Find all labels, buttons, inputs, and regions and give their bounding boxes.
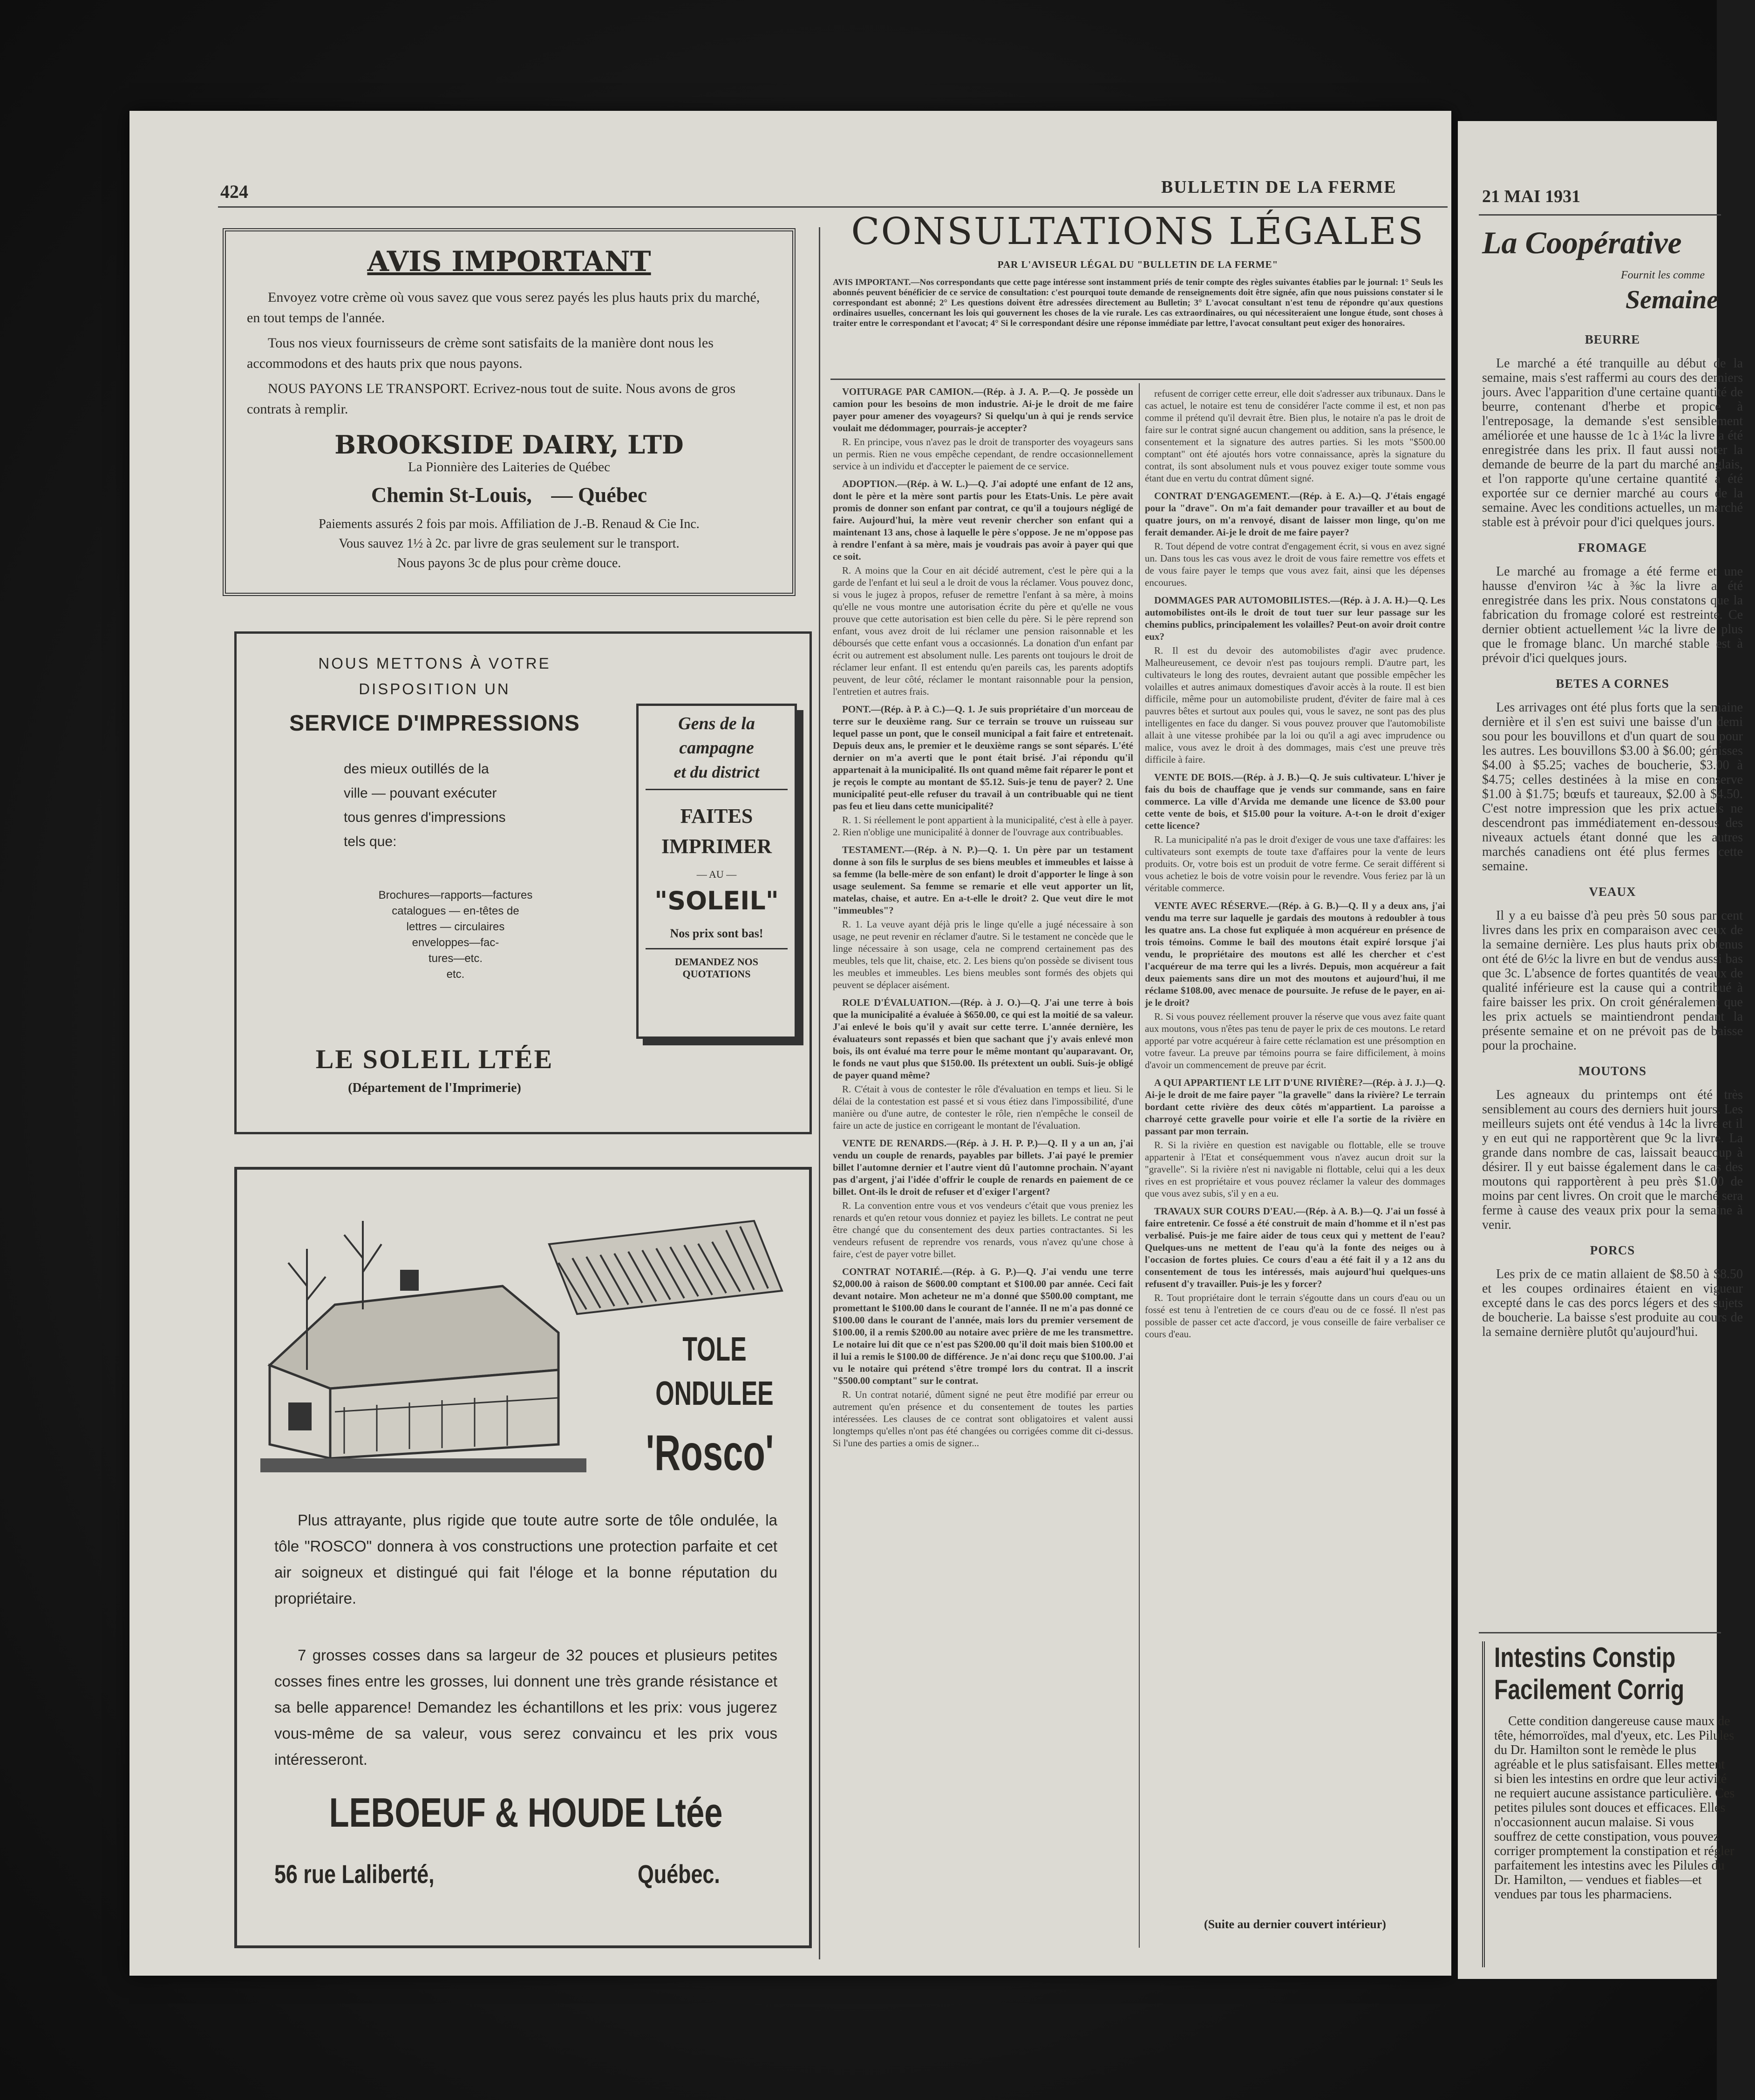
callout-imprimer: IMPRIMER xyxy=(661,835,772,858)
legal-entry xyxy=(1145,594,1445,765)
list-item: Brochures—rapports—factures xyxy=(378,889,533,901)
section-heading: BEURRE xyxy=(1585,332,1640,346)
question-text: VENTE DE BOIS.—(Rép. à J. B.)—Q. Je suis cultivateur. L'hiver je fais du bois de chauffage que je vends sur commande, sans en faire commerce. La ville d'Arvida me demande une licence de $3.00 pour cette vente de bois, et $15.00 pour la voiture. A-t-on le droit d'exiger cette licence? xyxy=(1145,772,1445,831)
section-heading: BETES A CORNES xyxy=(1556,677,1669,691)
section-heading: FROMAGE xyxy=(1578,541,1647,555)
list-item: enveloppes—fac- xyxy=(412,936,499,949)
answer-text: R. Un contrat notarié, dûment signé ne peut être modifié par erreur ou autrement qu'en présence et du consentement de toutes les parties intéressées. Les clauses de ce contrat sont obligatoires et valent aussi longtemps qu'elles n'ont pas été changées ou corrigées comme dit ci-dessus. Si l'une des parties a omis de signer... xyxy=(833,1389,1133,1449)
ad-headline: Facilement Corrig xyxy=(1494,1674,1685,1705)
rosco-paragraph: 7 grosses cosses dans sa largeur de 32 pouces et plusieurs petites cosses fines entre les grosses, lui donnent une très grande résistance et sa belle apparence! Demandez les échantillons et les prix: vous jugerez vous-même de sa valeur, vous serez convaincu et les prix vous intéresseront. xyxy=(274,1646,777,1768)
list-item: catalogues — en-têtes de xyxy=(392,905,519,917)
legal-entry xyxy=(833,844,1133,991)
section-text: Les arrivages ont été plus forts que la semaine dernière et il s'en est suivi une baisse d'un demi sou pour les bouvillons et d'un quart de sou pour les autres. Les bouvillons $3.00 à $6.00; génisses $4.00 à $5.25; vaches de boucherie, $3.00 à $4.75; celles destinées à la mise en conserve $1.00 à $1.75; bœufs et taureaux, $2.00 à $4.50. C'est notre impression que les prix actuels ne descendront pas immédiatement en-dessous des niveaux actuels étant donné que les autres marchés canadiens ont été plus fermes cette semaine. xyxy=(1482,700,1743,874)
header-rule xyxy=(218,206,1448,208)
ad-headline: Intestins Constip xyxy=(1494,1642,1676,1673)
callout-faites: FAITES xyxy=(680,805,753,827)
consultations-title: CONSULTATIONS LÉGALES xyxy=(851,210,1425,253)
question-text: ADOPTION.—(Rép. à W. L.)—Q. J'ai adopté une enfant de 12 ans, dont le père et la mère sont partis pour les Etats-Unis. Le père avait promis de donner son enfant par contrat, ce qu'il a toujours négligé de faire. Aujourd'hui, la mère veut revenir chercher son enfant qui a maintenant 13 ans, chose à laquelle le père s'oppose. Je ne m'oppose pas à rendre l'enfant à sa mère, mais je voudrais pas avoir à payer qui que ce soit. xyxy=(833,478,1133,562)
ad-paragraph: Envoyez votre crème où vous savez que vous serez payés les plus hauts prix du marché, en tout temps de l'année. xyxy=(247,290,760,325)
ad-line: DISPOSITION UN xyxy=(359,680,510,698)
ad-footer-line: Nous payons 3c de plus pour crème douce. xyxy=(397,556,621,570)
company-address: 56 rue Laliberté, xyxy=(274,1859,435,1889)
city: — Québec xyxy=(551,483,647,507)
rosco-paragraph: Plus attrayante, plus rigide que toute autre sorte de tôle ondulée, la tôle "ROSCO" donnera à vos constructions une protection parfaite et cet air soigneux et distingué qui fait l'éloge et la bonne réputation du propriétaire. xyxy=(274,1511,777,1607)
answer-text: R. Tout propriétaire dont le terrain s'égoutte dans un cours d'eau ou un fossé est tenu à l'entretien de ce cours d'eau ou de ce fossé. Il n'est pas possible de passer cet acte d'accord, je vous conseille de faire verbaliser ce cours d'eau. xyxy=(1145,1292,1445,1340)
ad-title: AVIS IMPORTANT xyxy=(367,245,651,278)
answer-text: refusent de corriger cette erreur, elle doit s'adresser aux tribunaux. Dans le cas actuel, le notaire est tenu de considérer l'acte comme il est, et non pas comme il prétend qu'il devrait être. Bien plus, le notaire n'a pas le droit de faire sur le contrat signé aucun changement ou addition, sans la présence, le consentement et la signature des autres parties. Si les mots "$500.00 comptant" ont été ajoutés hors votre connaissance, après la signature du contrat, ils sont absolument nuls et vous pouvez exiger toute somme vous étant due en vertu du contrat dûment signé. xyxy=(1145,388,1445,484)
section-heading: PORCS xyxy=(1590,1243,1635,1257)
rosco-brand: 'Rosco' xyxy=(646,1424,774,1481)
legal-entry xyxy=(833,703,1133,838)
right-title: La Coopérative xyxy=(1482,225,1682,260)
legal-entry xyxy=(1145,387,1445,484)
legal-entry xyxy=(833,478,1133,698)
answer-text: R. La convention entre vous et vos vendeurs c'était que vous preniez les renards et qu'en retour vous donniez et payiez les billets. Le contrat ne peut être changé que du consentement des deux parties contractantes. Si les vendeurs refusent de reprendre vos renards, vous n'avez qu'une chose à faire, c'est de payer votre billet. xyxy=(833,1200,1133,1260)
company-name: BROOKSIDE DAIRY, LTD xyxy=(334,430,684,460)
soleil-callout-box xyxy=(636,704,797,1039)
barn-icon xyxy=(260,1270,586,1472)
ad-title: SERVICE D'IMPRESSIONS xyxy=(289,711,580,736)
continued-note: (Suite au dernier couvert intérieur) xyxy=(1204,1917,1386,1931)
callout-soleil: "SOLEIL" xyxy=(654,886,779,915)
answer-text: R. La municipalité n'a pas le droit d'exiger de vous une taxe d'affaires: les cultivateurs sont exempts de toute taxe d'affaires pour la vente de leurs produits. Or, votre bois est un produit de votre ferme. Ce serait différent si vous achetiez le bois de votre voisin pour le revendre. Vous feriez par là un véritable commerce. xyxy=(1145,834,1445,894)
answer-text: R. Tout dépend de votre contrat d'engagement écrit, si vous en avez signé un. Dans tous les cas vous avez le droit de vous faire remettre vos effets et de vous faire payer le temps que vous avez fait, ainsi que les dépenses encourues. xyxy=(1145,541,1445,588)
consultations-column-1 xyxy=(833,386,1133,1927)
legal-entry xyxy=(833,996,1133,1131)
ad-text: Cette condition dangereuse cause maux de tête, hémorroïdes, mal d'yeux, etc. Les Pilules du Dr. Hamilton sont le remède le plus agréable et le plus satisfaisant. Elles mettent si bien les intestins en ordre que leur activité ne requiert aucune assistance particulière. Ces petites pilules sont douces et efficaces. Elles n'occasionnent aucun malaise. Si vous souffrez de cette constipation, vous pouvez corriger promptement la constipation et régler parfaitement les intestins avec les Pilules du Dr. Hamilton, — vendues et fiables—et vendues par tous les pharmaciens. xyxy=(1494,1714,1735,1902)
answer-text: R. Si vous pouvez réellement prouver la réserve que vous avez faite quant aux moutons, vous n'êtes pas tenu de payer le prix de ces moutons. Le retard apporté par votre acquéreur à faire cette réclamation est une présomption en votre faveur. La preuve par témoins pourra se faire difficilement, à moins d'avoir un commencement de preuve par écrit. xyxy=(1145,1011,1445,1070)
answer-text: R. Si la rivière en question est navigable ou flottable, elle se trouve appartenir à l'Etat et conséquemment vous n'avez aucun droit sur la "gravelle". Si la rivière n'est ni navigable ni flottable, celui qui a les deux rives en est propriétaire et vous pouvez réclamer la valeur des dommages que vous avez subis, s'il y en a eu. xyxy=(1145,1139,1445,1199)
corrugated-sheet-icon xyxy=(549,1221,782,1314)
question-text: VOITURAGE PAR CAMION.—(Rép. à J. A. P.—Q. Je possède un camion pour les besoins de mon industrie. Ai-je le droit de me faire payer pour amener des voyageurs? Si quelqu'un à qui je rends service voulait me dédommager, pourrais-je accepter? xyxy=(833,386,1133,434)
list-item: etc. xyxy=(446,968,465,981)
page-date: 21 MAI 1931 xyxy=(1482,187,1581,206)
callout-line: et du district xyxy=(646,760,788,790)
list-item: tures—etc. xyxy=(428,952,483,965)
header-rule xyxy=(1479,214,1721,216)
question-text: TRAVAUX SUR COURS D'EAU.—(Rép. à A. B.)—Q. J'ai un fossé à faire entretenir. Ce fossé a été construit de main d'homme et il n'est pas verbalisé. Puis-je me faire aider de tous ceux qui y mettent de l'eau? Quelques-uns ne mettent de l'eau qu'à la fonte des neiges ou à l'occasion de fortes pluies. Ce cours d'eau a été fait il y a 12 ans du consentement de tous les intéressés, mais aujourd'hui quelques-uns refusent d'y travailler. Puis-je les y forcer? xyxy=(1145,1206,1445,1289)
question-text: VENTE DE RENARDS.—(Rép. à J. H. P. P.)—Q. Il y a un an, j'ai vendu un couple de renards, payables par billets. J'ai payé le premier billet l'automne dernier et l'autre vient dû l'automne prochain. N'ayant pas d'argent, j'ai l'idée d'offrir le couple de renards en paiement de ce billet. Ont-ils le droit de refuser et d'exiger l'argent? xyxy=(833,1138,1133,1197)
ad-footer-line: Vous sauvez 1½ à 2c. par livre de gras seulement sur le transport. xyxy=(339,536,680,551)
company-name: LEBOEUF & HOUDE Ltée xyxy=(329,1789,723,1836)
question-text: ROLE D'ÉVALUATION.—(Rép. à J. O.)—Q. J'ai une terre à bois que la municipalité a évaluée à $650.00, ce qui est la moitié de sa valeur. J'ai enlevé le bois qu'il y avait sur cette terre. L'année dernière, les évaluateurs sont repassés et bien que sachant que j'y avais enlevé mon bois, ils ont évalué ma terre pour le même montant qu'auparavant. Or, le fonds ne vaut plus que $150.00. Ils prétextent un oubli. Suis-je obligé de payer quand même? xyxy=(833,997,1133,1081)
question-text: PONT.—(Rép. à P. à C.)—Q. 1. Je suis propriétaire d'un morceau de terre sur le deuxième rang. Sur ce terrain se trouve un ruisseau sur lequel passe un pont, que le conseil municipal a fait faire et entretenait. Depuis deux ans, le premier et le deuxième rangs se sont séparés. L'été dernier on m'a averti que le pont était brisé. J'ai répondu qu'il appartenait à la municipalité. Ils ont quand même fait réparer le pont et je reçois le compte au montant de $5.12. Suis-je tenu de payer? 2. Une municipalité peut-elle refuser du travail à un contribuable qui ne tient pas feu et lieu dans cette municipalité? xyxy=(833,704,1133,812)
callout-prix: Nos prix sont bas! xyxy=(646,927,788,949)
section-heading: MOUTONS xyxy=(1578,1064,1647,1078)
hamilton-pills-ad xyxy=(1482,1641,1755,1967)
legal-entry xyxy=(833,1266,1133,1449)
answer-text: R. Il est du devoir des automobilistes d'agir avec prudence. Malheureusement, ce devoir n'est pas toujours rempli. D'autre part, les cultivateurs le long des routes, devraient autant que possible empêcher les volailles et autres animaux domestiques d'avoir accès à la route. Il est bien difficile, même pour un automobiliste prudent, d'éviter de faire mal à ces pauvres bêtes et surtout aux poules qui, vous le savez, ne sont pas des plus intelligentes en face du danger. Si vous pouvez prouver que l'automobiliste allait à une vitesse prohibée par la loi ou qu'il a agi avec imprudence ou malice, vous avez le droit à des dommages, mais c'est une preuve très difficile à faire. xyxy=(1145,645,1445,765)
newspaper-page-left xyxy=(129,111,1451,1976)
question-text: DOMMAGES PAR AUTOMOBILISTES.—(Rép. à J. A. H.)—Q. Les automobilistes ont-ils le droit de tout tuer sur leur passage sur les chemins publics, principalement les volailles? Peut-on avoir droit contre eux? xyxy=(1145,595,1445,642)
section-text: Il y a eu baisse d'à peu près 50 sous par cent livres dans les prix en comparaison avec ceux de la semaine dernière. Les plus hauts prix obtenus ont été de 6½c la livre en but de vendus aussi bas que 3c. L'absence de fortes quantités de veaux de qualité inférieure est la cause qui a contribué à faire baisser les prix. On croit généralement que les prix actuels se maintiendront pendant la présente semaine et on ne prévoit pas de baisse pour la prochaine. xyxy=(1482,908,1743,1053)
callout-demandez: DEMANDEZ NOS QUOTATIONS xyxy=(674,956,759,980)
answer-text: R. A moins que la Cour en ait décidé autrement, c'est le père qui a la garde de l'enfant et lui seul a le droit de vous la réclamer. Vous pouvez donc, si vous le jugez à propos, refuser de remettre l'enfant à sa mère, à moins qu'elle ne vous montre une autorisation écrite du père et qu'elle ne vous prouve que cette autorisation est bien celle du père. Si le père reprend son enfant, vous avez droit de lui réclamer une pension raisonnable et les déboursés que cette enfant vous a occasionnés. La donation d'un enfant par écrit ou autrement est absolument nulle. Les parents ont toujours le droit de réclamer leur enfant. Il est entendu qu'en pareils cas, les parents adoptifs peuvent, de leur côté, réclamer le montant raisonnable pour la pension, l'entretien et autres frais. xyxy=(833,565,1133,697)
company-address xyxy=(247,482,771,507)
paper-name-header: BULLETIN DE LA FERME xyxy=(1161,177,1397,197)
right-section: Semaine xyxy=(1626,285,1719,314)
le-soleil-ad xyxy=(234,631,812,1134)
consultations-column-2 xyxy=(1145,386,1445,1913)
answer-text: R. 1. Si réellement le pont appartient à la municipalité, c'est à elle à payer. 2. Rien n'oblige une municipalité à donner de l'ouvrage aux contribuables. xyxy=(833,814,1133,838)
desc-line: ville — pouvant exécuter xyxy=(344,786,497,801)
section-text: Les agneaux du printemps ont été très sensiblement au cours des derniers huit jours. Les meilleurs sujets ont été vendus à 14c la livre et il y en eut qui ne rapportèrent que 9c la livre. La grande dans nombre de cas, laissait beaucoup à désirer. Il y eut baisse également dans le cas des moutons qui rapportèrent à peu près $1.00 de moins par cent livres. On croit que le marché sera ferme à cause des veaux prix pour la semaine à venir. xyxy=(1482,1088,1743,1232)
list-item: lettres — circulaires xyxy=(406,921,505,933)
intro-rule xyxy=(830,379,1445,380)
column-rule xyxy=(819,227,820,1959)
callout-line: Gens de la xyxy=(678,714,755,733)
question-text: CONTRAT D'ENGAGEMENT.—(Rép. à E. A.)—Q. J'étais engagé pour la "drave". On m'a fait demander pour travailler et au bout de quatre jours, on m'a renvoyé, disant de laisser mon linge, qu'on me ferait demander. Ai-je le droit de me faire payer? xyxy=(1145,490,1445,538)
question-text: TESTAMENT.—(Rép. à N. P.)—Q. 1. Un père par un testament donne à son fils le surplus de ses biens meubles et immeubles et laisse à sa femme (la belle-mère de son enfant) le droit d'apporter le linge à son usage seulement. Sa femme se remarie et elle veut apporter un lit, matelas, chaise, et autre. En a-t-elle le droit? 2. Que veut dire le mot "immeubles"? xyxy=(833,844,1133,916)
company-city: Québec. xyxy=(638,1859,720,1889)
ad-paragraph: Tous nos vieux fournisseurs de crème sont satisfaits de la manière dont nous les accommodons et des hauts prix que nous payons. xyxy=(247,335,714,371)
street: Chemin St-Louis, xyxy=(371,483,532,507)
legal-entry xyxy=(833,1137,1133,1260)
consultations-intro: AVIS IMPORTANT.—Nos correspondants que cette page intéresse sont instamment priés de tenir compte des règles suivantes établies par le journal: 1° Seuls les abonnés peuvent bénéficier de ce service de consultation: c'est pourquoi toute demande de renseignements doit être signée, afin que nous puissions constater si le correspondant est abonné; 2° Les questions doivent être adressées directement au Bulletin; 3° L'avocat consultant n'est tenu de répondre qu'aux questions ordinaires usuelles, concernant les lois qui gouvernent les choses de la vie rurale. Les cas extraordinaires, ou qui nécessiteraient une longue étude, sont choses à traiter entre le correspondant et l'avocat; 4° Si le correspondant désire une réponse immédiate par lettre, l'avocat consultant peut exiger des honoraires. xyxy=(833,278,1443,328)
section-heading: VEAUX xyxy=(1589,885,1636,899)
desc-line: tels que: xyxy=(344,834,397,849)
brookside-dairy-ad xyxy=(223,228,796,596)
ad-line: NOUS METTONS À VOTRE xyxy=(318,655,551,672)
company-tagline: La Pionnière des Laiteries de Québec xyxy=(408,460,610,474)
answer-text: R. En principe, vous n'avez pas le droit de transporter des voyageurs sans un permis. Rien ne vous empêche cependant, de rendre occasionnellement service à un individu et d'accepter le paiement de ce service. xyxy=(833,436,1133,472)
ad-footer-line: Paiements assurés 2 fois par mois. Affiliation de J.-B. Renaud & Cie Inc. xyxy=(319,517,700,531)
section-text: Le marché a été tranquille au début de la semaine, mais s'est raffermi au cours des derniers jours. Avec l'apparition d'une certaine quantité de beurre, contenant d'herbe et propice à l'entreposage, la demande s'est sensiblement améliorée et une hausse de 1c à 1¼c la livre a été enregistrée dans les prix. Il faut aussi noter la demande de beurre de la part du marché anglais, et l'on rapporte qu'une certaine quantité a été exportée sur ce dernier marché au cours de la semaine. Avec les conditions actuelles, un marché stable est à prévoir pour d'ici quelques jours. xyxy=(1482,356,1743,529)
legal-entry xyxy=(1145,1077,1445,1199)
rosco-tole: TOLE xyxy=(682,1331,747,1368)
callout-au: — AU — xyxy=(696,868,737,880)
ad-description xyxy=(344,757,558,854)
newspaper-page-right xyxy=(1458,121,1743,1979)
right-subtitle: Fournit les comme xyxy=(1621,269,1705,281)
answer-text: R. C'était à vous de contester le rôle d'évaluation en temps et lieu. Si le délai de la contestation est passé et si vous étiez dans l'impossibilité, d'une manière ou d'une autre, de contester le rôle, rien n'empêche le conseil de faire un acte de justice en corrigeant le montant de l'évaluation. xyxy=(833,1084,1133,1131)
desc-line: des mieux outillés de la xyxy=(344,761,489,777)
legal-entry xyxy=(1145,1205,1445,1340)
consultations-subtitle: PAR L'AVISEUR LÉGAL DU "BULLETIN DE LA FERME" xyxy=(997,259,1279,270)
question-text: CONTRAT NOTARIÉ.—(Rép. à G. P.)—Q. J'ai vendu une terre $2,000.00 à raison de $600.00 comptant et $100.00 par année. Ceci fait devant notaire. Mon acheteur ne m'a donné que $500.00 comptant, me promettant le $100.00 dans le courant de l'année. Il ne m'a pas donné ce $100.00 dans le courant de l'année, mais lors du premier versement de $100.00, il a remis $200.00 au notaire avec prière de me les transmettre. Le notaire lui dit que ce n'est pas $200.00 qu'il doit mais bien $100.00 et il lui a remis le $100.00 de différence. Je n'ai donc reçu que $100.00. J'ai vu le notaire qui prétend s'être trompé lors du contrat. Il a inscrit "$500.00 comptant" sur le contrat. xyxy=(833,1266,1133,1386)
legal-entry xyxy=(1145,771,1445,894)
company-name: LE SOLEIL LTÉE xyxy=(315,1044,554,1074)
rosco-ondulee: ONDULEE xyxy=(655,1375,774,1412)
section-text: Les prix de ce matin allaient de $8.50 à $8.50 et les coupes ordinaires étaient en vigueur excepté dans le cas des porcs légers et des sujets de boucherie. La baisse s'est produite au cours de la semaine dernière plutôt qu'aujourd'hui. xyxy=(1482,1267,1743,1339)
market-report-column xyxy=(1482,321,1743,1625)
answer-text: R. 1. La veuve ayant déjà pris le linge qu'elle a jugé nécessaire à son usage, ne peut revenir en réclamer d'autre. Si le testament ne concède que le linge nécessaire à son usage, cela ne comprend certainement pas des meubles, tels que lit, chaise, etc. 2. Les biens qu'on possède se divisent tous les meubles et immeubles. Les biens meubles sont formés des objets qui peuvent se déplacer aisément. xyxy=(833,919,1133,990)
department: (Département de l'Imprimerie) xyxy=(348,1081,521,1095)
section-text: Le marché au fromage a été ferme et une hausse d'environ ¼c à ⅜c la livre a été enregistrée dans les prix. Nous constatons que la fabrication du fromage coloré est restreinte. Ce dernier obtient actuellement ¼c la livre de plus que le fromage blanc. Un marché stable est à prévoir d'ici quelques jours. xyxy=(1482,564,1743,665)
column-rule xyxy=(1139,383,1140,1948)
legal-entry xyxy=(833,386,1133,472)
callout-line: campagne xyxy=(679,738,754,758)
ad-list xyxy=(353,887,558,982)
desc-line: tous genres d'impressions xyxy=(344,810,506,825)
rosco-ad xyxy=(234,1167,812,1948)
legal-entry xyxy=(1145,490,1445,589)
question-text: VENTE AVEC RÉSERVE.—(Rép. à G. B.)—Q. Il y a deux ans, j'ai vendu ma terre sur laquelle je gardais des moutons à redoubler à tous les quatre ans. La chose fut expliquée à mon acquéreur en présence de trois témoins. Comme le bail des moutons était expiré lorsque j'ai vendu, le propriétaire des moutons est allé les chercher et c'est l'acquéreur de ma terre qui les a livrés. Depuis, mon acquéreur a fait deux paiements sans dire un mot des moutons et aujourd'hui, il me réclame $108.00, avec menace de poursuite. Je refuse de le payer, en ai-je le droit? xyxy=(1145,900,1445,1008)
question-text: A QUI APPARTIENT LE LIT D'UNE RIVIÈRE?—(Rép. à J. J.)—Q. Ai-je le droit de me faire payer "la gravelle" dans la rivière? Le terrain bordant cette rivière des deux côtés m'appartient. La paroisse a charroyé cette gravelle pour voirie et elle l'a sortie de la rivière en passant par mon terrain. xyxy=(1145,1077,1445,1137)
legal-entry xyxy=(1145,900,1445,1071)
ad-rule xyxy=(1479,1632,1721,1633)
ad-paragraph: NOUS PAYONS LE TRANSPORT. Ecrivez-nous tout de suite. Nous avons de gros contrats à remplir. xyxy=(247,381,736,417)
page-number: 424 xyxy=(220,181,248,202)
